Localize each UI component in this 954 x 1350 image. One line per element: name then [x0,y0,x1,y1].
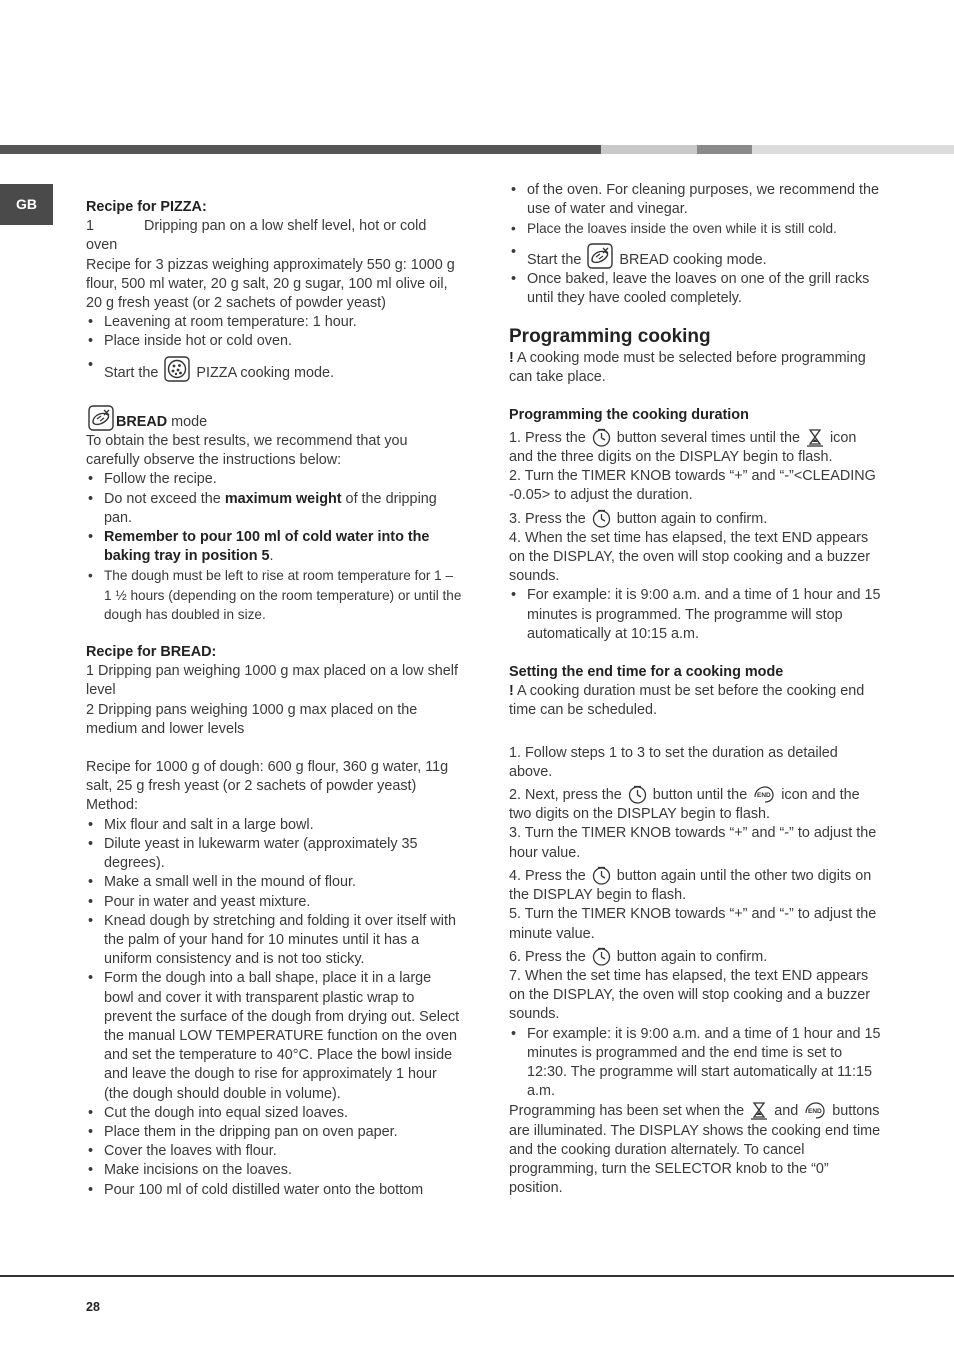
bread-final-bullet: • Place the loaves inside the oven while it is still cold. [509,219,883,238]
bread-start-bullet: • Start the BREAD cooking mode. [509,243,883,270]
svg-text:END: END [808,1108,822,1116]
pizza-recipe-title: Recipe for PIZZA: [86,199,207,215]
bread-final-bullet: • Once baked, leave the loaves on one of the grill racks until they have cooled completely. [509,270,883,308]
programming-set-text: Programming has been set when the and END buttons are illuminated. The DISPLAY shows the cooking end time and the cooking duration alternately. To cancel programming, turn the SELECTOR knob to the “0” position. [509,1103,881,1197]
bread-recipe-line-2: 2 Dripping pans weighing 1000 g max placed on the medium and lower levels [86,701,418,737]
bread-final-bullets [509,219,883,308]
endtime-step-6: 6. Press the button again to confirm. [509,948,768,965]
end-icon [753,785,775,804]
method-step: • Pour 100 ml of cold distilled water onto the bottom [86,1181,462,1200]
method-step: • Place them in the dripping pan on oven paper. [86,1123,462,1142]
endtime-example [509,1025,883,1102]
timer-icon [592,947,611,966]
endtime-step-2: 2. Next, press the button until the END icon and the two digits on the DISPLAY begin to flash. [509,787,860,823]
endtime-step-5: 5. Turn the TIMER KNOB towards “+” and “-” to adjust the minute value. [509,906,877,942]
bread-method-label: Method: [86,797,138,814]
pizza-start-bullet: • Start the PIZZA cooking mode. [86,356,462,383]
endtime-title: Setting the end time for a cooking mode [509,664,784,681]
bread-method-steps [86,816,462,1200]
duration-example-bullet: • For example: it is 9:00 a.m. and a time of 1 hour and 15 minutes is programmed. The programme will stop automatically at 10:15 a.m. [509,586,883,644]
pizza-bullet: • Place inside hot or cold oven. [86,332,462,351]
timer-icon [628,785,647,804]
programming-note: ! A cooking mode must be selected before programming can take place. [509,350,866,386]
footer-rule [0,1275,954,1277]
endtime-step-3: 3. Turn the TIMER KNOB towards “+” and “-” to adjust the hour value. [509,825,877,861]
left-column [86,198,462,1200]
method-step: • Mix flour and salt in a large bowl. [86,816,462,835]
timer-icon [592,428,611,447]
bread-recipe-line-1: 1 Dripping pan weighing 1000 g max placed on a low shelf level [86,663,458,699]
pizza-shelf-text-2: oven [86,237,118,254]
svg-text:END: END [757,792,771,800]
bread-recipe-title: Recipe for BREAD: [86,644,217,661]
duration-icon [806,428,824,447]
method-step: • Form the dough into a ball shape, place it in a large bowl and cover it with transparent plastic wrap to prevent the surface of the dough from drying out. Select the manual LOW TEMPERATURE function on the oven and set the temperature to 40°C. Place the bowl inside and leave the dough to rise for approximately 1 hour (the dough should double in volume). [86,969,462,1103]
bread-mode-intro: To obtain the best results, we recommend that you carefully observe the instructions below: [86,433,408,469]
timer-icon [592,866,611,885]
bread-mode-bullet: • The dough must be left to rise at room temperature for 1 – 1 ½ hours (depending on the room temperature) or until the dough has doubled in size. [86,566,462,624]
pizza-shelf-number: 1 [86,218,95,235]
endtime-step-7: 7. When the set time has elapsed, the text END appears on the DISPLAY, the oven will stop cooking and a buzzer sounds. [509,967,871,1023]
bread-mode-icon [88,405,114,431]
duration-step-3: 3. Press the button again to confirm. [509,510,768,527]
pizza-shelf-line [86,217,462,236]
pizza-bullet: • Leavening at room temperature: 1 hour. [86,313,462,332]
end-icon [804,1101,826,1120]
method-step: • Cut the dough into equal sized loaves. [86,1104,462,1123]
bread-mode-bullet: • Do not exceed the maximum weight of the dripping pan. [86,490,462,528]
bread-mode-bullet: • Follow the recipe. [86,470,462,489]
method-step: • Cover the loaves with flour. [86,1142,462,1161]
page-number: 28 [86,1300,100,1314]
header-bar-seg-1 [0,145,601,154]
header-bar-seg-4 [752,145,954,154]
method-step: • Make incisions on the loaves. [86,1161,462,1180]
bread-recipe-text: Recipe for 1000 g of dough: 600 g flour, 360 g water, 11g salt, 25 g fresh yeast (or 2 sachets of powder yeast) [86,759,449,795]
programming-cooking-title: Programming cooking [509,326,711,348]
endtime-example-bullet: • For example: it is 9:00 a.m. and a time of 1 hour and 15 minutes is programmed and the end time is set to 12:30. The programme will start automatically at 11:15 a.m. [509,1025,883,1102]
header-bar-seg-3 [697,145,752,154]
bread-mode-bullet: • Remember to pour 100 ml of cold water into the baking tray in position 5. [86,528,462,566]
duration-title: Programming the cooking duration [509,406,749,423]
right-column [509,181,883,1198]
duration-icon [750,1101,768,1120]
duration-step-2: 2. Turn the TIMER KNOB towards “+” and “-”<CLEADING -0.05> to adjust the duration. [509,468,876,504]
bread-continued-text: • of the oven. For cleaning purposes, we recommend the use of water and vinegar. [509,181,883,219]
pizza-recipe-text: Recipe for 3 pizzas weighing approximately 550 g: 1000 g flour, 500 ml water, 20 g salt, 20 g sugar, 100 ml olive oil, 20 g fresh yeast (or 2 sachets of powder yeast) [86,256,455,312]
pizza-shelf-text: Dripping pan on a low shelf level, hot or cold [144,218,427,235]
bread-continued [509,181,883,219]
pizza-bullets [86,313,462,383]
timer-icon [592,509,611,528]
duration-step-1: 1. Press the button several times until the icon and the three digits on the DISPLAY begin to flash. [509,429,857,466]
endtime-step-4: 4. Press the button again until the other two digits on the DISPLAY begin to flash. [509,867,872,904]
pizza-mode-icon [164,356,190,382]
method-step: • Dilute yeast in lukewarm water (approximately 35 degrees). [86,835,462,873]
method-step: • Knead dough by stretching and folding it over itself with the palm of your hand for 10 minutes until it has a uniform consistency and is not too sticky. [86,912,462,970]
method-step: • Pour in water and yeast mixture. [86,893,462,912]
bread-mode-heading: BREAD mode [86,405,462,432]
duration-example [509,586,883,644]
duration-step-4: 4. When the set time has elapsed, the text END appears on the DISPLAY, the oven will stop cooking and a buzzer sounds. [509,529,871,585]
endtime-note: ! A cooking duration must be set before the cooking end time can be scheduled. [509,683,865,719]
header-bar [0,145,954,154]
method-step: • Make a small well in the mound of flour. [86,873,462,892]
endtime-step-1: 1. Follow steps 1 to 3 to set the duration as detailed above. [509,744,838,780]
language-tab: GB [0,184,53,225]
bread-mode-bullets [86,470,462,624]
header-bar-seg-2 [601,145,697,154]
bread-mode-icon [587,243,613,269]
